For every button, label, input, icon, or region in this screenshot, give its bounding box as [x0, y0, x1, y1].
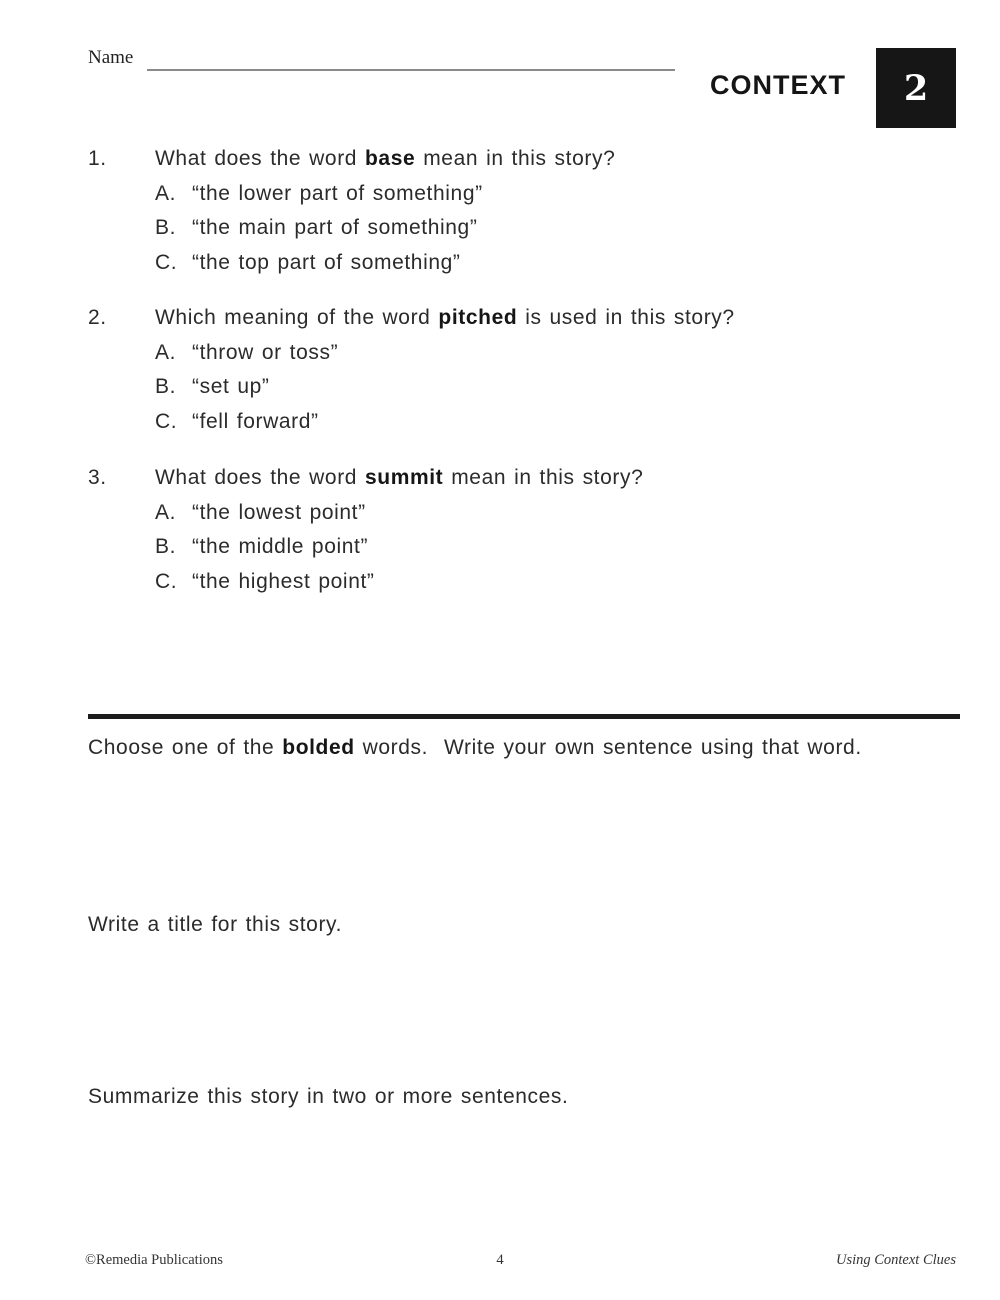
title-prompt: Write a title for this story.: [88, 913, 343, 936]
option-text: “the lower part of something”: [192, 181, 483, 205]
name-label: Name: [88, 47, 134, 68]
option-letter: B.: [155, 216, 177, 239]
question-2-text: [88, 301, 735, 336]
question-3-bold-word: summit: [365, 466, 444, 489]
question-2-number: 2.: [88, 306, 107, 329]
question-1-suffix: mean in this story?: [415, 147, 616, 170]
question-1-option-b: [155, 211, 615, 246]
option-text: “the highest point”: [192, 569, 375, 593]
question-3-suffix: mean in this story?: [443, 466, 644, 489]
footer-page-number: 4: [496, 1252, 504, 1268]
question-3-option-c: [155, 565, 643, 600]
option-text: “the middle point”: [192, 535, 369, 558]
question-3-prefix: What does the word: [155, 466, 365, 489]
question-2-suffix: is used in this story?: [517, 306, 735, 329]
lesson-number-badge: [876, 48, 956, 128]
choose-prefix: Choose one of the: [88, 736, 283, 759]
section-divider: [88, 714, 960, 719]
question-2-bold-word: pitched: [438, 306, 518, 329]
choose-word-instruction: [88, 736, 862, 760]
option-letter: C.: [155, 409, 178, 433]
option-text: “the main part of something”: [192, 216, 478, 239]
footer-copyright: ©Remedia Publications: [85, 1252, 223, 1268]
option-letter: C.: [155, 250, 178, 274]
footer-book-title: Using Context Clues: [835, 1252, 956, 1268]
question-2-option-a: [155, 336, 735, 371]
question-2-prefix: Which meaning of the word: [155, 306, 439, 329]
option-letter: A.: [155, 500, 177, 524]
summarize-prompt: Summarize this story in two or more sentences.: [88, 1085, 569, 1108]
question-3-number: 3.: [88, 466, 107, 489]
option-letter: A.: [155, 340, 177, 364]
lesson-number: 2: [903, 67, 929, 109]
choose-bold-word: bolded: [282, 736, 355, 759]
question-1-option-c: [155, 246, 615, 281]
name-blank-line: [147, 69, 675, 71]
option-letter: B.: [155, 535, 177, 558]
question-3-option-a: [155, 496, 643, 531]
option-text: “set up”: [192, 375, 270, 398]
option-letter: A.: [155, 181, 177, 205]
context-heading: CONTEXT: [710, 70, 847, 100]
question-1: [88, 142, 615, 280]
question-1-bold-word: base: [365, 147, 416, 170]
question-1-text: [88, 142, 615, 177]
option-text: “fell forward”: [192, 409, 319, 433]
option-text: “the top part of something”: [192, 250, 461, 274]
question-3-option-b: [155, 530, 643, 565]
option-letter: C.: [155, 569, 178, 593]
question-2-option-b: [155, 370, 735, 405]
option-text: “the lowest point”: [192, 500, 366, 524]
question-3: [88, 461, 643, 599]
question-1-prefix: What does the word: [155, 147, 365, 170]
option-letter: B.: [155, 375, 177, 398]
question-3-text: [88, 461, 643, 496]
question-2: [88, 301, 735, 439]
question-1-option-a: [155, 177, 615, 212]
option-text: “throw or toss”: [192, 340, 339, 364]
question-1-number: 1.: [88, 147, 107, 170]
choose-suffix: words. Write your own sentence using that word.: [354, 736, 862, 759]
question-2-option-c: [155, 405, 735, 440]
